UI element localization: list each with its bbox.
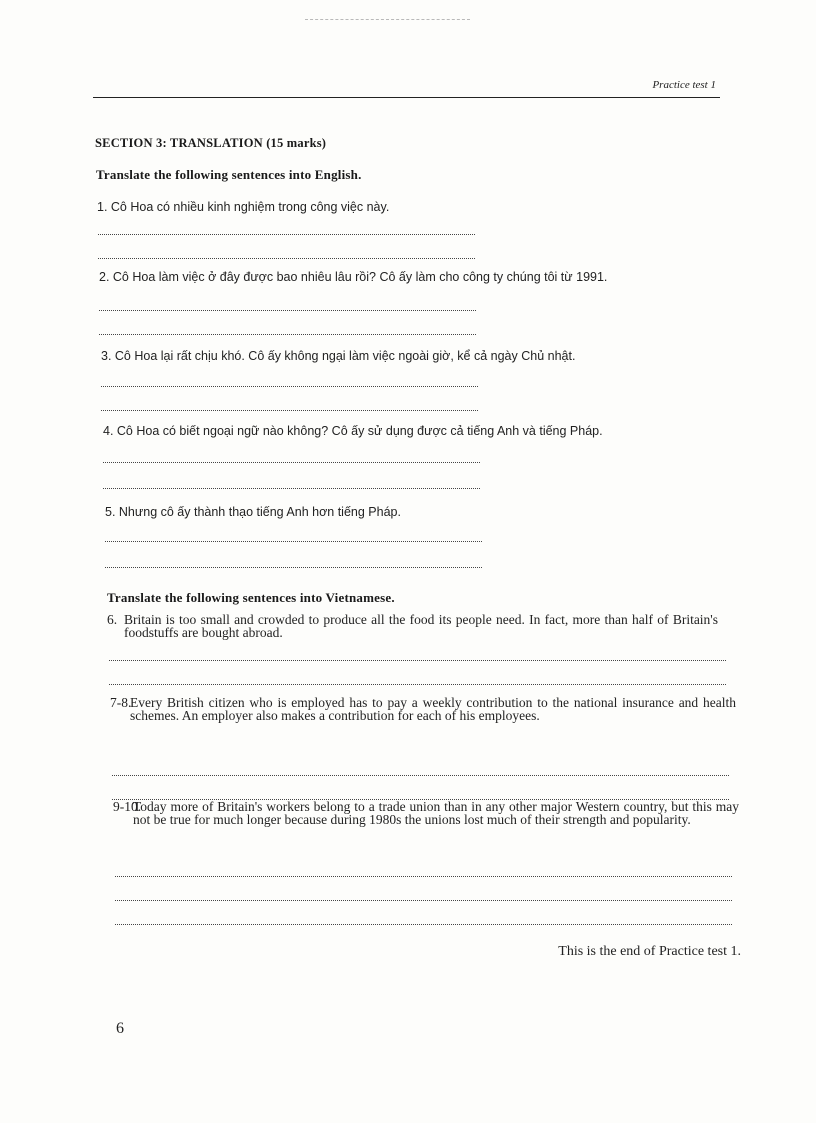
answer-line (98, 234, 475, 235)
answer-line (98, 258, 475, 259)
question-4: 4. Cô Hoa có biết ngoại ngữ nào không? Cô ấy sử dụng được cả tiếng Anh và tiếng Pháp. (103, 424, 603, 438)
question-number: 7-8. (110, 695, 132, 710)
answer-line (115, 900, 732, 901)
question-text: Britain is too small and crowded to produce all the food its people need. In fact, more than half of Britain's foodstuffs are bought abroad. (124, 612, 718, 640)
question-1: 1. Cô Hoa có nhiều kinh nghiệm trong công việc này. (97, 200, 390, 214)
end-note: This is the end of Practice test 1. (558, 944, 741, 959)
answer-line (103, 488, 480, 489)
running-header: Practice test 1 (652, 79, 716, 91)
question-5: 5. Nhưng cô ấy thành thạo tiếng Anh hơn tiếng Pháp. (105, 505, 401, 519)
question-6 (107, 613, 718, 639)
scan-artifact (305, 19, 470, 20)
answer-line (115, 924, 732, 925)
answer-line (99, 334, 476, 335)
answer-line (105, 541, 482, 542)
answer-line (101, 386, 478, 387)
question-text: Every British citizen who is employed has to pay a weekly contribution to the national insurance and health schemes. An employer also makes a contribution for each of his employees. (130, 695, 736, 723)
answer-line (99, 310, 476, 311)
page-number: 6 (116, 1020, 124, 1037)
question-number: 9-10. (113, 799, 142, 814)
question-7-8 (110, 696, 736, 722)
header-rule (93, 97, 720, 98)
question-2: 2. Cô Hoa làm việc ở đây được bao nhiêu lâu rồi? Cô ấy làm cho công ty chúng tôi từ 1991. (99, 270, 608, 284)
answer-line (103, 462, 480, 463)
instruction-vietnamese: Translate the following sentences into Vietnamese. (107, 590, 395, 605)
answer-line (101, 410, 478, 411)
answer-line (115, 876, 732, 877)
answer-line (109, 684, 726, 685)
answer-line (112, 775, 729, 776)
question-number: 6. (107, 612, 118, 627)
answer-line (105, 567, 482, 568)
question-3: 3. Cô Hoa lại rất chịu khó. Cô ấy không ngại làm việc ngoài giờ, kể cả ngày Chủ nhật. (101, 349, 576, 363)
question-text: Today more of Britain's workers belong to a trade union than in any other major Western country, but this may not be true for much longer because during 1980s the unions lost much of their strength and popularity. (133, 799, 739, 827)
answer-line (109, 660, 726, 661)
section-title: SECTION 3: TRANSLATION (15 marks) (95, 136, 327, 150)
question-9-10 (113, 800, 739, 826)
instruction-english: Translate the following sentences into English. (96, 167, 362, 182)
